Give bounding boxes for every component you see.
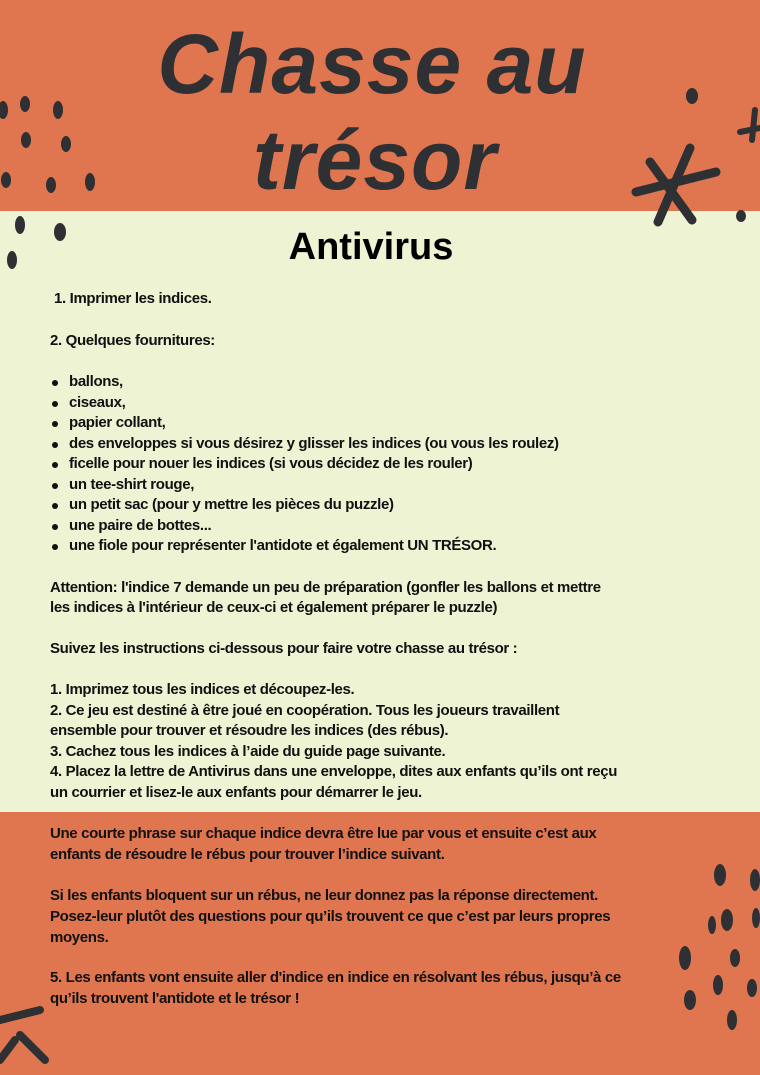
- paragraph-line: Une courte phrase sur chaque indice devra être lue par vous et ensuite c’est aux: [50, 825, 597, 842]
- paragraph-line: qu’ils trouvent l'antidote et le trésor !: [50, 990, 300, 1007]
- bullet-icon: [52, 421, 58, 427]
- bullet-icon: [52, 462, 58, 468]
- bullet-icon: [52, 544, 58, 550]
- supply-item: un petit sac (pour y mettre les pièces du puzzle): [69, 496, 394, 513]
- bullet-icon: [52, 503, 58, 509]
- step-2: 2. Quelques fournitures:: [50, 332, 215, 349]
- supply-item: ciseaux,: [69, 393, 126, 411]
- supply-item: ficelle pour nouer les indices (si vous décidez de les rouler): [69, 455, 473, 472]
- instruction-line: 1. Imprimez tous les indices et découpez-les.: [50, 681, 355, 698]
- instruction-line: 2. Ce jeu est destiné à être joué en coopération. Tous les joueurs travaillent: [50, 702, 560, 719]
- title-line-1: Chasse au: [157, 17, 587, 111]
- paragraph-line: Posez-leur plutôt des questions pour qu’ils trouvent ce que c’est par leurs propres: [50, 908, 611, 925]
- supply-item: un tee-shirt rouge,: [69, 475, 195, 493]
- paragraph-line: moyens.: [50, 929, 109, 946]
- supply-item: ballons,: [69, 373, 123, 390]
- bullet-icon: [52, 442, 58, 448]
- supply-item: une paire de bottes...: [69, 516, 212, 534]
- instruction-line: ensemble pour trouver et résoudre les indices (des rébus).: [50, 722, 449, 739]
- bullet-icon: [52, 483, 58, 489]
- title-line-2: trésor: [252, 113, 498, 207]
- paragraph-line: Si les enfants bloquent sur un rébus, ne leur donnez pas la réponse directement.: [50, 887, 598, 904]
- supply-item: une fiole pour représenter l'antidote et également UN TRÉSOR.: [69, 537, 497, 554]
- bullet-icon: [52, 401, 58, 407]
- instruction-line: un courrier et lisez-le aux enfants pour démarrer le jeu.: [50, 784, 422, 801]
- subtitle: Antivirus: [288, 226, 454, 268]
- supply-item: des enveloppes si vous désirez y glisser les indices (ou vous les roulez): [69, 434, 559, 452]
- bullet-icon: [52, 380, 58, 386]
- paragraph-line: enfants de résoudre le rébus pour trouver l’indice suivant.: [50, 846, 445, 863]
- paragraph-line: 5. Les enfants vont ensuite aller d'indice en indice en résolvant les rébus, jusqu’à ce: [50, 969, 621, 986]
- instructions-intro: Suivez les instructions ci-dessous pour faire votre chasse au trésor :: [50, 640, 518, 657]
- instruction-line: 4. Placez la lettre de Antivirus dans une enveloppe, dites aux enfants qu’ils ont reçu: [50, 763, 618, 780]
- instruction-line: 3. Cachez tous les indices à l’aide du guide page suivante.: [50, 743, 446, 760]
- attention-line: les indices à l'intérieur de ceux-ci et également préparer le puzzle): [50, 599, 498, 616]
- supply-item: papier collant,: [69, 414, 166, 431]
- bullet-icon: [52, 524, 58, 530]
- attention-line: Attention: l'indice 7 demande un peu de préparation (gonfler les ballons et mettre: [50, 579, 601, 596]
- step-1: 1. Imprimer les indices.: [54, 290, 212, 307]
